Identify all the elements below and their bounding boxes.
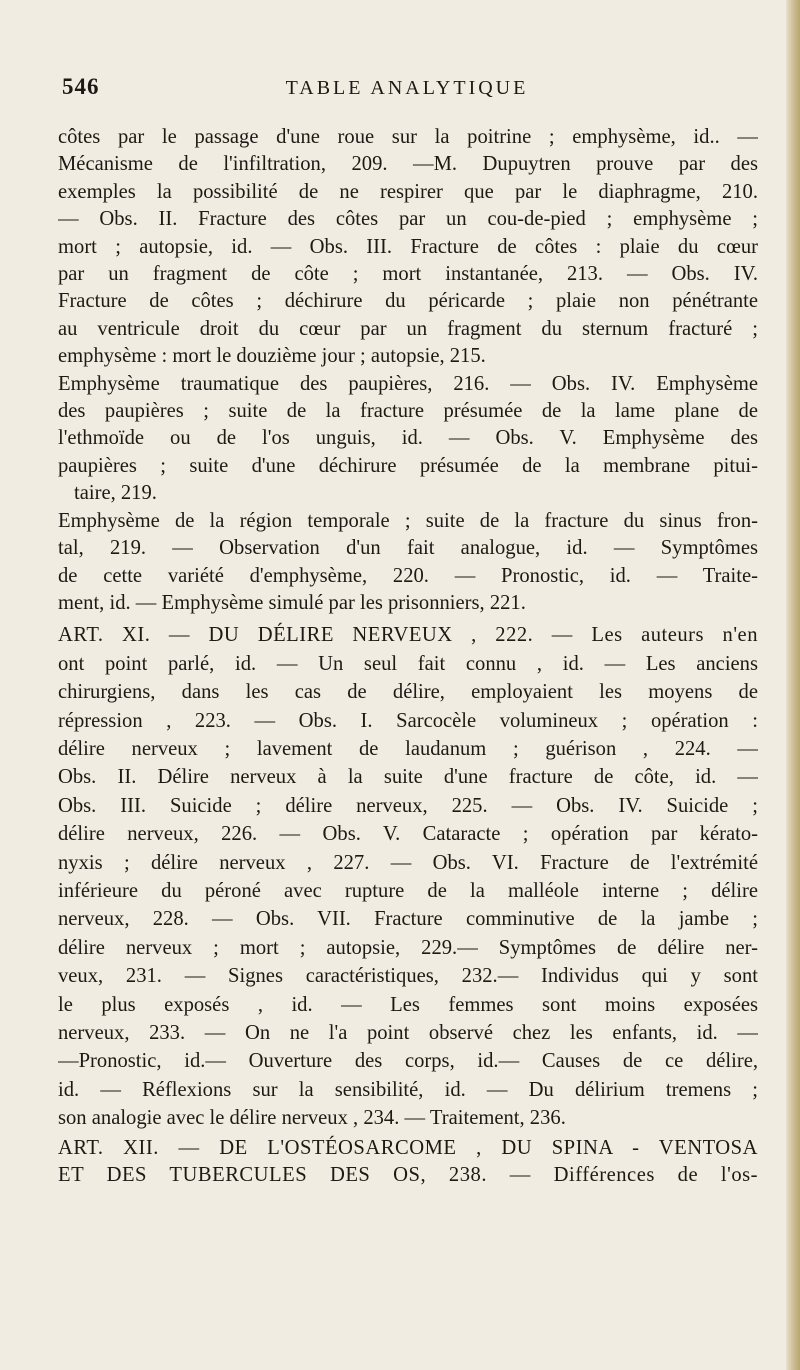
text-line: mort ; autopsie, id. — Obs. III. Fracture de côtes : plaie du cœur [58,235,758,258]
text-line: paupières ; suite d'une déchirure présumée de la membrane pitui- [58,454,758,477]
text-line: inférieure du péroné avec rupture de la malléole interne ; délire [58,879,758,902]
text-line: répression , 223. — Obs. I. Sarcocèle volumineux ; opération : [58,709,758,732]
text-line: veux, 231. — Signes caractéristiques, 232.— Individus qui y sont [58,965,758,988]
text-line: Fracture de côtes ; déchirure du péricarde ; plaie non pénétrante [58,290,758,313]
osteosarcoma-article [58,1135,758,1190]
running-head: TABLE ANALYTIQUE [285,77,529,99]
text-line: ont point parlé, id. — Un seul fait connu , id. — Les anciens [58,652,758,675]
text-line: nerveux, 228. — Obs. VII. Fracture comminutive de la jambe ; [58,908,758,931]
text-line: Obs. III. Suicide ; délire nerveux, 225. — Obs. IV. Suicide ; [58,794,758,817]
text-line: ment, id. — Emphysème simulé par les prisonniers, 221. [58,591,526,614]
text-line: côtes par le passage d'une roue sur la poitrine ; emphysème, id.. — [58,126,758,148]
page-header [62,74,752,106]
text-line: l'ethmoïde ou de l'os unguis, id. — Obs. V. Emphysème des [58,427,758,450]
page-number: 546 [62,74,100,99]
entry-heading-line: Emphysème de la région temporale ; suite de la fracture du sinus fron- [58,509,758,532]
text-line: le plus exposés , id. — Les femmes sont moins exposées [58,993,758,1016]
article-heading-line: ET DES TUBERCULES DES OS, 238. — Différences de l'os- [58,1164,758,1187]
article-heading-line: ART. XI. — DU DÉLIRE NERVEUX , 222. — Les auteurs n'en [58,624,758,647]
text-line: délire nerveux ; mort ; autopsie, 229.— Symptômes de délire ner- [58,936,758,959]
text-line: par un fragment de côte ; mort instantanée, 213. — Obs. IV. [58,263,758,286]
text-line: —Pronostic, id.— Ouverture des corps, id.— Causes de ce délire, [58,1050,758,1073]
text-line: au ventricule droit du cœur par un fragment du sternum fracturé ; [58,317,758,340]
nervous-delirium-article [58,621,758,1132]
text-line: nerveux, 233. — On ne l'a point observé chez les enfants, id. — [58,1022,758,1044]
index-body [58,124,758,1189]
text-line: — Obs. II. Fracture des côtes par un cou-de-pied ; emphysème ; [58,208,758,231]
text-line: Mécanisme de l'infiltration, 209. —M. Dupuytren prouve par des [58,153,758,176]
text-line: id. — Réflexions sur la sensibilité, id. — Du délirium tremens ; [58,1078,758,1101]
text-line: taire, 219. [74,482,157,505]
text-line: des paupières ; suite de la fracture présumée de la lame plane de [58,400,758,423]
text-line: exemples la possibilité de ne respirer que par le diaphragme, 210. [58,180,758,203]
text-line: de cette variété d'emphysème, 220. — Pronostic, id. — Traite- [58,564,758,587]
text-line: emphysème : mort le douzième jour ; autopsie, 215. [58,345,486,368]
page-binding-edge [786,0,800,1370]
text-line: nyxis ; délire nerveux , 227. — Obs. VI. Fracture de l'extrémité [58,851,758,874]
emphysema-section [58,124,758,617]
article-heading-line: ART. XII. — DE L'OSTÉOSARCOME , DU SPINA - VENTOSA [58,1136,758,1159]
text-line: Obs. II. Délire nerveux à la suite d'une fracture de côte, id. — [58,766,758,789]
text-line: tal, 219. — Observation d'un fait analogue, id. — Symptômes [58,537,758,560]
text-line: son analogie avec le délire nerveux , 234. — Traitement, 236. [58,1107,566,1130]
entry-heading-line: Emphysème traumatique des paupières, 216. — Obs. IV. Emphysème [58,372,758,395]
text-line: chirurgiens, dans les cas de délire, employaient les moyens de [58,681,758,704]
text-line: délire nerveux ; lavement de laudanum ; guérison , 224. — [58,737,758,760]
text-line: délire nerveux, 226. — Obs. V. Cataracte ; opération par kérato- [58,823,758,846]
